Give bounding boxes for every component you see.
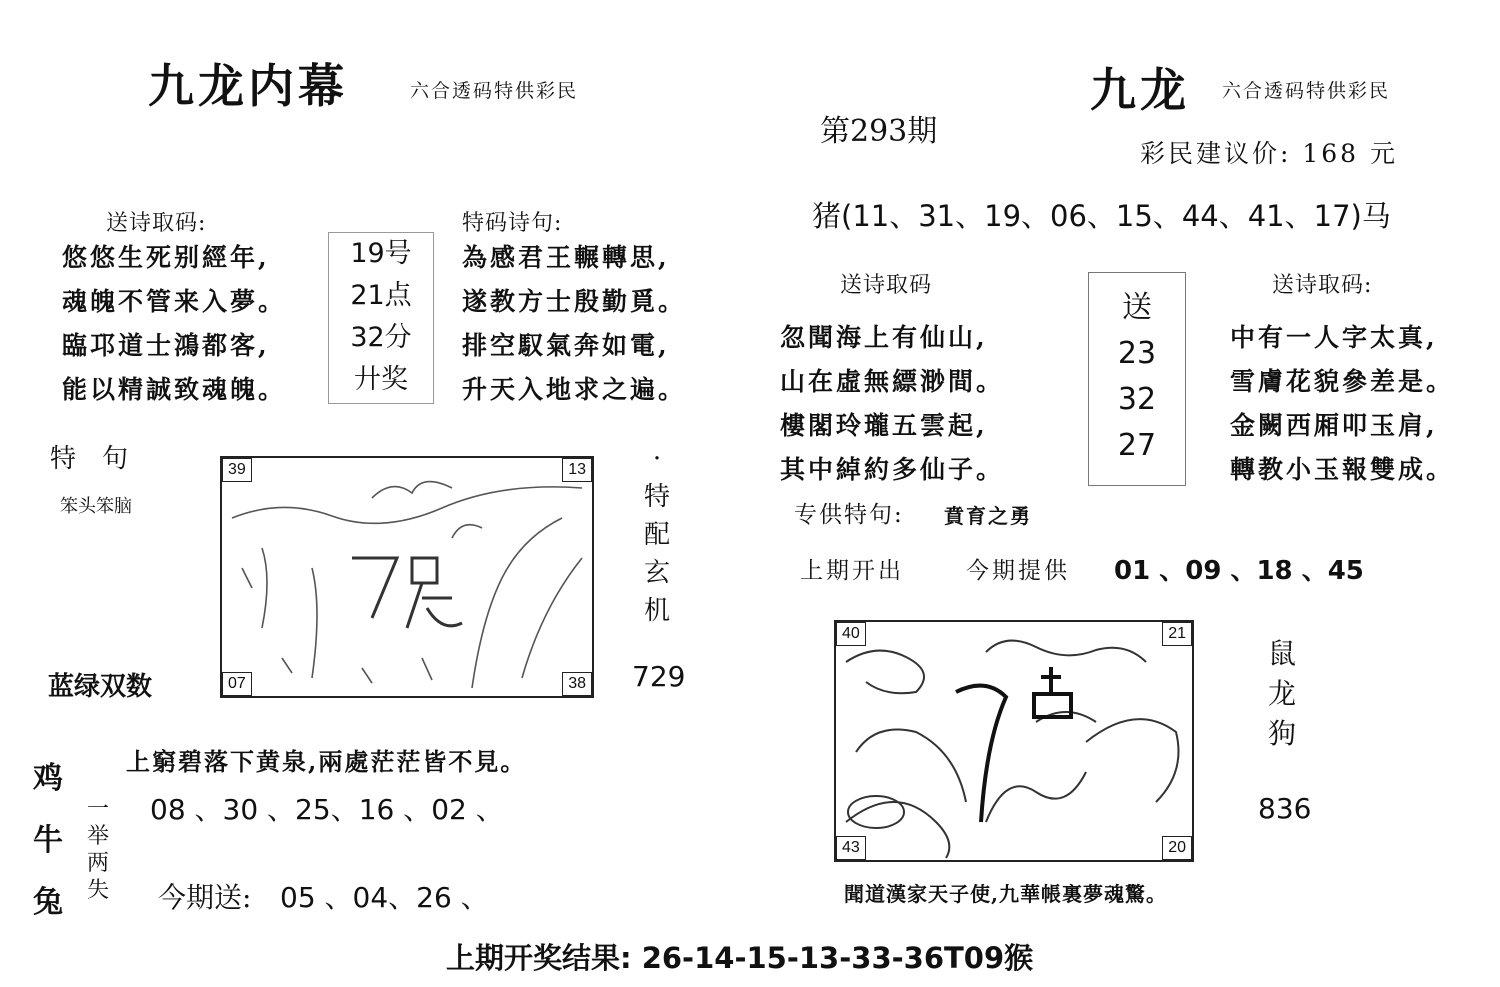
zodiac-vertical-left	[28, 748, 68, 934]
riddle-line: 上窮碧落下黄泉,兩處茫茫皆不見。	[126, 747, 527, 776]
right-poem-header-left: 送诗取码	[840, 273, 933, 298]
corner-number: 21	[1162, 622, 1192, 646]
right-poem-left	[780, 316, 1004, 492]
corner-number: 38	[562, 672, 592, 696]
special-poem-header: 特码诗句:	[462, 211, 563, 236]
poem-line: 能以精誠致魂魄。	[62, 375, 287, 404]
clue-line: 19号	[350, 238, 412, 269]
price-label: 彩民建议价: 168 元	[1140, 139, 1399, 168]
poem-line: 為感君王輾轉思,	[462, 243, 670, 272]
yi-ju-liang-shi: 一举两失	[86, 797, 109, 903]
poem-line: 雪膚花貌參差是。	[1230, 367, 1455, 396]
right-poem-right	[1230, 316, 1454, 492]
corner-number: 13	[562, 458, 592, 482]
right-title: 九龙	[1090, 63, 1190, 117]
right-poem-header-right: 送诗取码:	[1272, 273, 1373, 298]
send-box	[1088, 272, 1186, 486]
poem-line: 魂魄不管来入夢。	[62, 287, 287, 316]
lucky-numbers: 08 、30 、25、16 、02 、	[150, 793, 504, 826]
today-send-numbers: 05 、04、26 、	[280, 881, 489, 914]
provide-label: 今期提供	[966, 558, 1070, 584]
left-poem	[62, 236, 286, 412]
clue-line: 32分	[350, 322, 412, 353]
zodiac-char: 牛	[33, 823, 63, 858]
pig-horse-numbers: 猪(11、31、19、06、15、44、41、17)马	[812, 199, 1391, 233]
send-line: 27	[1117, 428, 1157, 463]
poem-line: 中有一人字太真,	[1230, 323, 1438, 352]
special-sentence-text: 賁育之勇	[944, 504, 1032, 528]
left-subtitle: 六合透码特供彩民	[410, 80, 579, 102]
te-ju-label: 特 句	[50, 444, 129, 474]
corner-number: 20	[1162, 836, 1192, 860]
special-hint-vertical: ·特配玄机	[643, 444, 670, 626]
corner-number: 43	[836, 836, 866, 860]
send-line: 23	[1117, 336, 1157, 371]
te-ju-text: 笨头笨脑	[60, 496, 132, 517]
today-send-label: 今期送:	[158, 881, 252, 914]
poem-line: 遂教方士殷勤覓。	[462, 287, 687, 316]
provide-numbers: 01 、09 、18 、45	[1114, 556, 1364, 586]
poem-line: 升天入地求之遍。	[462, 375, 687, 404]
poem-line: 其中綽約多仙子。	[780, 455, 1005, 484]
poem-line: 山在虛無縹渺間。	[780, 367, 1005, 396]
right-subtitle: 六合透码特供彩民	[1222, 80, 1391, 102]
poem-line: 排空馭氣奔如電,	[462, 331, 670, 360]
clue-line: 廾奖	[354, 364, 408, 395]
poem-line: 忽聞海上有仙山,	[780, 323, 988, 352]
left-hint-picture	[220, 456, 594, 698]
left-title: 九龙内幕	[148, 59, 348, 113]
corner-number: 40	[836, 622, 866, 646]
zodiac-char: 兔	[33, 885, 63, 920]
last-issue-label: 上期开出	[800, 558, 904, 584]
footer-last-result: 上期开奖结果: 26-14-15-13-33-36T09猴	[446, 941, 1034, 975]
right-hint-picture	[834, 620, 1194, 862]
left-poem-header: 送诗取码:	[106, 211, 207, 236]
corner-number: 39	[222, 458, 252, 482]
issue-number: 第293期	[820, 114, 938, 149]
corner-number: 07	[222, 672, 252, 696]
zodiac-vertical-right	[1262, 634, 1302, 754]
clue-box	[328, 232, 434, 404]
zodiac-char: 龙	[1267, 677, 1296, 710]
picture-caption: 聞道漢家天子使,九華帳裏夢魂驚。	[844, 882, 1167, 906]
right-side-number: 836	[1258, 792, 1312, 825]
special-poem	[462, 236, 686, 412]
poem-line: 樓閣玲瓏五雲起,	[780, 411, 988, 440]
sketch-drawing	[836, 622, 1192, 860]
send-line: 32	[1117, 382, 1157, 417]
color-hint: 蓝绿双数	[48, 672, 153, 702]
sketch-drawing	[222, 458, 592, 696]
clue-line: 21点	[350, 280, 412, 311]
left-side-number: 729	[632, 660, 686, 693]
poem-line: 轉教小玉報雙成。	[1230, 455, 1455, 484]
special-sentence-label: 专供特句:	[794, 502, 904, 528]
poem-line: 臨邛道士鴻都客,	[62, 331, 270, 360]
zodiac-char: 鼠	[1267, 637, 1296, 670]
poem-line: 悠悠生死别經年,	[62, 243, 270, 272]
send-line: 送	[1122, 290, 1152, 325]
zodiac-char: 狗	[1267, 717, 1296, 750]
poem-line: 金闕西厢叩玉肩,	[1230, 411, 1438, 440]
zodiac-char: 鸡	[33, 761, 63, 796]
